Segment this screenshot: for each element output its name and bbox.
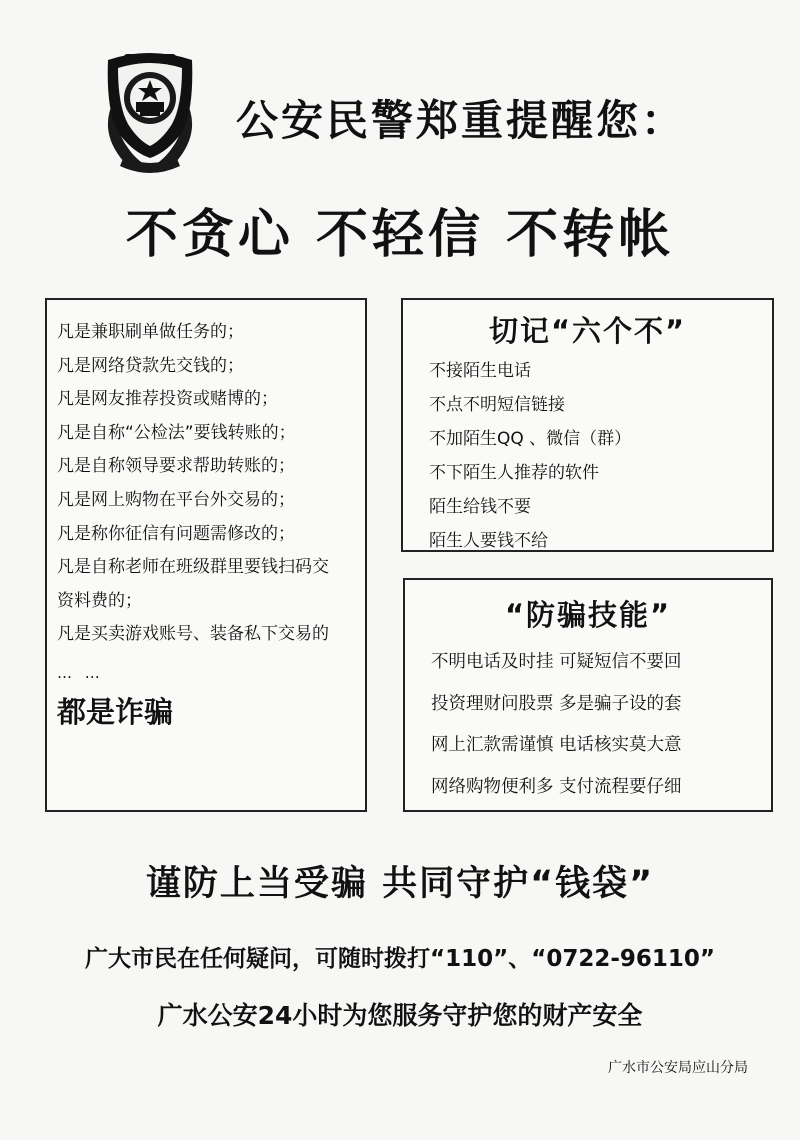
six-nots-title: 切记“六个不” <box>488 314 687 348</box>
service-text: 广水公安24小时为您服务守护您的财产安全 <box>157 1001 643 1030</box>
six-nots-item: 不下陌生人推荐的软件 <box>429 463 599 483</box>
hotline-text: 广大市民在任何疑问，可随时拨打“110”、“0722-96110” <box>84 946 716 972</box>
six-nots-item: 陌生人要钱不给 <box>429 531 548 551</box>
anti-fraud-skills-title: “防骗技能” <box>504 598 672 632</box>
guard-slogan: 谨防上当受骗 共同守护“钱袋” <box>145 864 655 904</box>
fraud-list-item: 凡是自称老师在班级群里要钱扫码交 <box>57 557 329 578</box>
anti-fraud-skill-item: 网上汇款需谨慎 电话核实莫大意 <box>431 735 682 755</box>
police-emblem-icon <box>84 40 216 175</box>
fraud-list-item: 凡是买卖游戏账号、装备私下交易的 <box>57 624 329 645</box>
fraud-list-ellipsis: … … <box>57 663 104 682</box>
header-title: 公安民警郑重提醒您： <box>236 96 687 145</box>
fraud-list-item: 凡是网络贷款先交钱的； <box>57 355 244 376</box>
six-nots-item: 不加陌生QQ 、微信（群） <box>429 429 632 449</box>
main-slogan: 不贪心 不轻信 不转帐 <box>125 205 675 265</box>
anti-fraud-skill-item: 不明电话及时挂 可疑短信不要回 <box>431 652 682 672</box>
anti-fraud-skills-box <box>403 578 773 812</box>
issuer-signature: 广水市公安局应山分局 <box>608 1060 748 1076</box>
six-nots-item: 陌生给钱不要 <box>429 497 531 517</box>
fraud-list-item: 凡是自称领导要求帮助转账的； <box>57 456 295 477</box>
fraud-list-item: 凡是称你征信有问题需修改的； <box>57 523 295 544</box>
fraud-list-item: 凡是兼职刷单做任务的； <box>57 322 244 342</box>
fraud-list-box <box>45 298 367 812</box>
six-nots-item: 不点不明短信链接 <box>429 395 565 415</box>
fraud-list-item: 凡是网上购物在平台外交易的； <box>57 489 295 510</box>
six-nots-box <box>401 298 774 552</box>
fraud-list-item: 凡是自称“公检法”要钱转账的； <box>57 422 296 443</box>
six-nots-item: 不接陌生电话 <box>429 361 531 381</box>
fraud-list-conclusion: 都是诈骗 <box>57 694 174 729</box>
fraud-list-item: 资料费的； <box>57 590 142 611</box>
anti-fraud-skill-item: 网络购物便利多 支付流程要仔细 <box>431 776 682 797</box>
fraud-list-item: 凡是网友推荐投资或赌博的； <box>57 389 278 410</box>
anti-fraud-skill-item: 投资理财问股票 多是骗子设的套 <box>431 693 682 714</box>
